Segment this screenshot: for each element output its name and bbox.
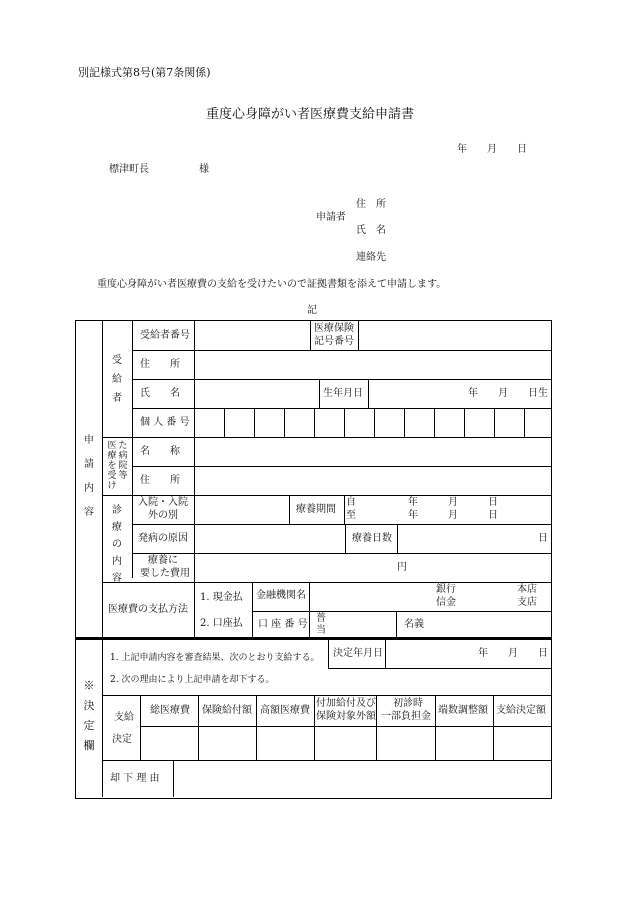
recipient-group-label: 受給者 <box>112 355 122 404</box>
main-office-label: 本店 <box>517 584 537 595</box>
hospital-name-field[interactable] <box>195 438 551 466</box>
col-total-medical: 総医療費 <box>150 705 190 716</box>
treatment-period-label: 療養期間 <box>296 504 336 515</box>
addressee: 標津町長 <box>109 164 149 175</box>
cash-option[interactable]: 1. 現金払 <box>200 592 243 603</box>
date-line: 年 月 日 <box>457 144 527 155</box>
birthdate-value: 年 月 日生 <box>468 388 548 399</box>
birthdate-label: 生年月日 <box>323 388 363 399</box>
recipient-number-field[interactable] <box>195 321 310 350</box>
contact-label: 連絡先 <box>356 252 386 263</box>
branch-label: 支店 <box>517 597 537 608</box>
insurance-no-field[interactable] <box>359 321 551 350</box>
days-label: 療養日数 <box>352 533 392 544</box>
personal-number-label: 個 人 番 号 <box>140 417 190 428</box>
period-from-ymd: 年 月 日 <box>408 497 498 508</box>
rejection-reason-field[interactable] <box>174 761 551 797</box>
recipient-address-label: 住 所 <box>140 359 180 370</box>
transfer-option[interactable]: 2. 口座払 <box>200 618 243 629</box>
insurance-no-label-2: 記号番号 <box>314 336 354 347</box>
additional-field[interactable] <box>315 727 376 760</box>
payment-method-label: 医療費の支払方法 <box>108 604 188 615</box>
period-to-label: 至 <box>346 510 356 521</box>
col-payment-amount: 支給決定額 <box>496 705 546 716</box>
cost-field[interactable] <box>195 554 551 582</box>
form-number: 別記様式第8号(第7条関係) <box>78 66 211 79</box>
account-number-label: 口 座 番 号 <box>258 619 308 630</box>
honorific: 様 <box>199 164 209 175</box>
recipient-number-label: 受給者番号 <box>140 330 190 341</box>
statement: 重度心身障がい者医療費の支給を受けたいので証拠書類を添えて申請します。 <box>97 279 447 290</box>
inout-label-2: 外の別 <box>148 510 178 521</box>
col-additional-2: 保険対象外額 <box>316 711 376 722</box>
decision-option-1[interactable]: 1. 上記申請内容を審査結果、次のとおり支給する。 <box>110 653 320 663</box>
cost-label-1: 療養に <box>148 555 178 566</box>
shinkin-label: 信金 <box>436 597 456 608</box>
days-unit: 日 <box>538 533 548 544</box>
application-section-label: 申請内容 <box>84 435 94 518</box>
period-from-label: 自 <box>346 497 356 508</box>
col-high-cost: 高額医療費 <box>260 705 310 716</box>
decision-table <box>75 638 552 799</box>
payment-amount-field[interactable] <box>494 727 551 760</box>
hospital-group-label-col1: た病院等 <box>118 441 128 481</box>
yen-unit: 円 <box>397 562 407 573</box>
inout-field[interactable] <box>195 496 289 524</box>
payment-decision-label-2: 決定 <box>112 734 132 745</box>
days-field[interactable] <box>398 525 551 553</box>
decision-date-value: 年 月 日 <box>478 648 548 659</box>
recipient-name-label: 氏 名 <box>140 388 180 399</box>
col-rounding: 端数調整額 <box>438 705 488 716</box>
page-title: 重度心身障がい者医療費支給申請書 <box>206 107 415 122</box>
treatment-group-label: 診療の内容 <box>112 505 122 584</box>
hospital-name-label: 名 称 <box>140 446 180 457</box>
initial-burden-field[interactable] <box>377 727 435 760</box>
applicant-label: 申請者 <box>316 212 346 223</box>
application-table <box>75 320 552 638</box>
decision-section-label: ※決定欄 <box>83 679 95 752</box>
bank-name-label: 金融機関名 <box>256 590 306 601</box>
total-medical-field[interactable] <box>141 727 198 760</box>
high-cost-field[interactable] <box>257 727 314 760</box>
cause-label: 発病の原因 <box>138 533 188 544</box>
inout-label-1: 入院・入院 <box>138 497 188 508</box>
ki-mark: 記 <box>307 305 317 316</box>
recipient-name-field[interactable] <box>195 380 319 408</box>
insurance-benefit-field[interactable] <box>199 727 256 760</box>
decision-date-label: 決定年月日 <box>333 648 383 659</box>
account-holder-label: 名義 <box>404 619 424 630</box>
hospital-address-label: 住 所 <box>140 475 180 486</box>
bank-label: 銀行 <box>436 584 456 595</box>
decision-option-2[interactable]: 2. 次の理由により上記申請を却下する。 <box>110 675 275 685</box>
cost-label-2: 要した費用 <box>140 568 190 579</box>
recipient-address-field[interactable] <box>195 351 551 379</box>
name-label: 氏 名 <box>356 225 386 236</box>
address-label: 住 所 <box>356 199 386 210</box>
period-to-ymd: 年 月 日 <box>408 510 498 521</box>
cause-field[interactable] <box>195 525 345 553</box>
rejection-reason-label: 却 下 理 由 <box>110 773 160 784</box>
col-initial-1: 初診時 <box>393 698 423 709</box>
col-initial-2: 一部負担金 <box>381 711 431 722</box>
insurance-no-label-1: 医療保険 <box>314 323 354 334</box>
hospital-group-label-col2: 医療を受け <box>107 441 117 491</box>
account-type-ordinary: 普 <box>316 613 326 624</box>
col-insurance-benefit: 保険給付額 <box>202 705 252 716</box>
rounding-field[interactable] <box>436 727 493 760</box>
payment-decision-label-1: 支給 <box>114 712 134 723</box>
col-additional-1: 付加給付及び <box>316 698 376 709</box>
account-type-current: 当 <box>316 625 326 636</box>
hospital-address-field[interactable] <box>195 467 551 495</box>
